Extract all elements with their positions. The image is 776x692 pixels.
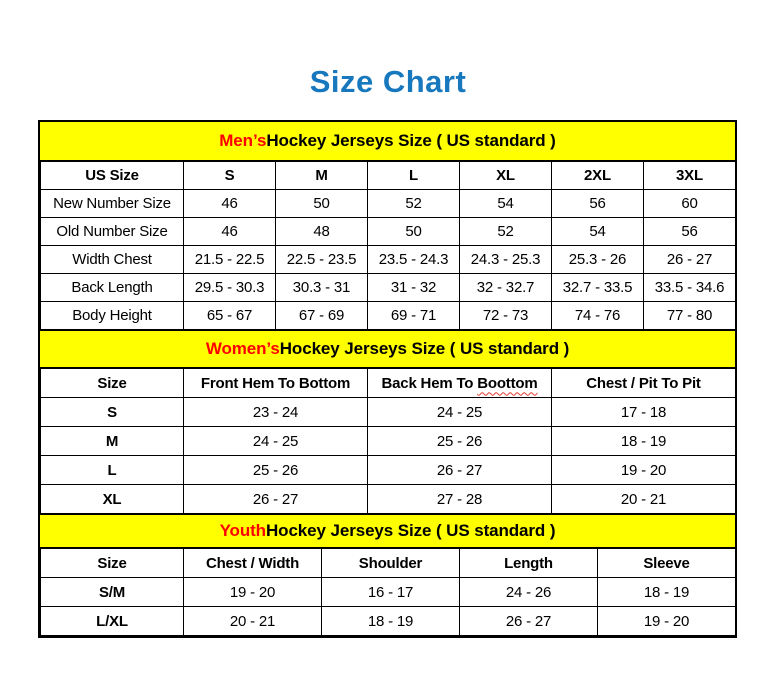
size-value-cell: 26 - 27 xyxy=(644,246,736,274)
size-chart-table-block xyxy=(38,120,737,638)
womens-size-table xyxy=(40,368,736,514)
table-row xyxy=(41,398,736,427)
table-row xyxy=(41,427,736,456)
size-value-cell: 25 - 26 xyxy=(368,427,552,456)
womens-section-title-text: Hockey Jerseys Size ( US standard ) xyxy=(279,339,570,358)
row-label-cell: S xyxy=(41,398,184,427)
size-value-cell: 18 - 19 xyxy=(322,607,460,636)
column-header-cell: Size xyxy=(41,369,184,398)
youth-section-title-text: Hockey Jerseys Size ( US standard ) xyxy=(265,521,556,540)
size-value-cell: 50 xyxy=(276,190,368,218)
size-value-cell: 18 - 19 xyxy=(552,427,736,456)
row-label-cell: Old Number Size xyxy=(41,218,184,246)
column-header-cell: Size xyxy=(41,549,184,578)
column-header-cell: Front Hem To Bottom xyxy=(184,369,368,398)
size-value-cell: 74 - 76 xyxy=(552,302,644,330)
size-value-cell: 56 xyxy=(644,218,736,246)
size-value-cell: 29.5 - 30.3 xyxy=(184,274,276,302)
column-header-text: Back Hem To xyxy=(381,374,474,392)
misspelled-word: Boottom xyxy=(477,374,538,392)
row-label-cell: L/XL xyxy=(41,607,184,636)
size-value-cell: 26 - 27 xyxy=(368,456,552,485)
size-value-cell: 33.5 - 34.6 xyxy=(644,274,736,302)
row-label-cell: S/M xyxy=(41,578,184,607)
size-value-cell: 25.3 - 26 xyxy=(552,246,644,274)
table-row xyxy=(41,274,736,302)
size-value-cell: 69 - 71 xyxy=(368,302,460,330)
size-value-cell: 72 - 73 xyxy=(460,302,552,330)
row-label-cell: M xyxy=(41,427,184,456)
mens-section-header xyxy=(40,122,735,161)
row-label-cell: L xyxy=(41,456,184,485)
size-value-cell: 46 xyxy=(184,218,276,246)
table-row xyxy=(41,246,736,274)
row-label-cell: New Number Size xyxy=(41,190,184,218)
size-value-cell: 54 xyxy=(552,218,644,246)
size-value-cell: 22.5 - 23.5 xyxy=(276,246,368,274)
womens-section-header xyxy=(40,330,735,368)
row-label-cell: Width Chest xyxy=(41,246,184,274)
table-row xyxy=(41,485,736,514)
column-header-cell xyxy=(368,369,552,398)
size-value-cell: 60 xyxy=(644,190,736,218)
size-value-cell: 65 - 67 xyxy=(184,302,276,330)
size-value-cell: 52 xyxy=(460,218,552,246)
column-header-cell: Length xyxy=(460,549,598,578)
column-header-cell: 2XL xyxy=(552,162,644,190)
womens-section-accent: Women’s xyxy=(205,339,280,358)
size-value-cell: 23 - 24 xyxy=(184,398,368,427)
size-value-cell: 16 - 17 xyxy=(322,578,460,607)
table-row xyxy=(41,456,736,485)
size-value-cell: 52 xyxy=(368,190,460,218)
size-value-cell: 26 - 27 xyxy=(460,607,598,636)
mens-size-table xyxy=(40,161,736,330)
size-value-cell: 25 - 26 xyxy=(184,456,368,485)
size-value-cell: 24 - 25 xyxy=(368,398,552,427)
table-row xyxy=(41,607,736,636)
size-value-cell: 46 xyxy=(184,190,276,218)
size-value-cell: 18 - 19 xyxy=(598,578,736,607)
size-value-cell: 32.7 - 33.5 xyxy=(552,274,644,302)
size-value-cell: 32 - 32.7 xyxy=(460,274,552,302)
row-label-cell: Back Length xyxy=(41,274,184,302)
size-value-cell: 17 - 18 xyxy=(552,398,736,427)
column-header-cell: L xyxy=(368,162,460,190)
size-value-cell: 67 - 69 xyxy=(276,302,368,330)
size-value-cell: 48 xyxy=(276,218,368,246)
size-value-cell: 30.3 - 31 xyxy=(276,274,368,302)
size-value-cell: 19 - 20 xyxy=(184,578,322,607)
size-value-cell: 24.3 - 25.3 xyxy=(460,246,552,274)
column-header-cell: Sleeve xyxy=(598,549,736,578)
size-value-cell: 21.5 - 22.5 xyxy=(184,246,276,274)
size-value-cell: 26 - 27 xyxy=(184,485,368,514)
column-header-cell: M xyxy=(276,162,368,190)
table-row xyxy=(41,218,736,246)
table-row xyxy=(41,190,736,218)
mens-section-title-text: Hockey Jerseys Size ( US standard ) xyxy=(266,131,556,150)
size-value-cell: 23.5 - 24.3 xyxy=(368,246,460,274)
size-value-cell: 24 - 25 xyxy=(184,427,368,456)
size-value-cell: 19 - 20 xyxy=(598,607,736,636)
size-value-cell: 20 - 21 xyxy=(552,485,736,514)
size-value-cell: 24 - 26 xyxy=(460,578,598,607)
table-header-row xyxy=(41,162,736,190)
row-label-cell: Body Height xyxy=(41,302,184,330)
table-header-row xyxy=(41,369,736,398)
size-value-cell: 31 - 32 xyxy=(368,274,460,302)
column-header-cell: S xyxy=(184,162,276,190)
size-value-cell: 56 xyxy=(552,190,644,218)
size-value-cell: 19 - 20 xyxy=(552,456,736,485)
size-value-cell: 27 - 28 xyxy=(368,485,552,514)
size-value-cell: 77 - 80 xyxy=(644,302,736,330)
row-label-cell: XL xyxy=(41,485,184,514)
size-value-cell: 20 - 21 xyxy=(184,607,322,636)
table-row xyxy=(41,302,736,330)
column-header-cell: US Size xyxy=(41,162,184,190)
column-header-cell: 3XL xyxy=(644,162,736,190)
youth-section-header xyxy=(40,514,735,548)
youth-section-accent: Youth xyxy=(219,521,266,540)
column-header-cell: Chest / Width xyxy=(184,549,322,578)
page-title: Size Chart xyxy=(309,64,467,99)
youth-size-table xyxy=(40,548,736,636)
size-value-cell: 54 xyxy=(460,190,552,218)
column-header-cell: Chest / Pit To Pit xyxy=(552,369,736,398)
column-header-cell: XL xyxy=(460,162,552,190)
size-value-cell: 50 xyxy=(368,218,460,246)
mens-section-accent: Men’s xyxy=(219,131,267,150)
table-header-row xyxy=(41,549,736,578)
column-header-cell: Shoulder xyxy=(322,549,460,578)
table-row xyxy=(41,578,736,607)
